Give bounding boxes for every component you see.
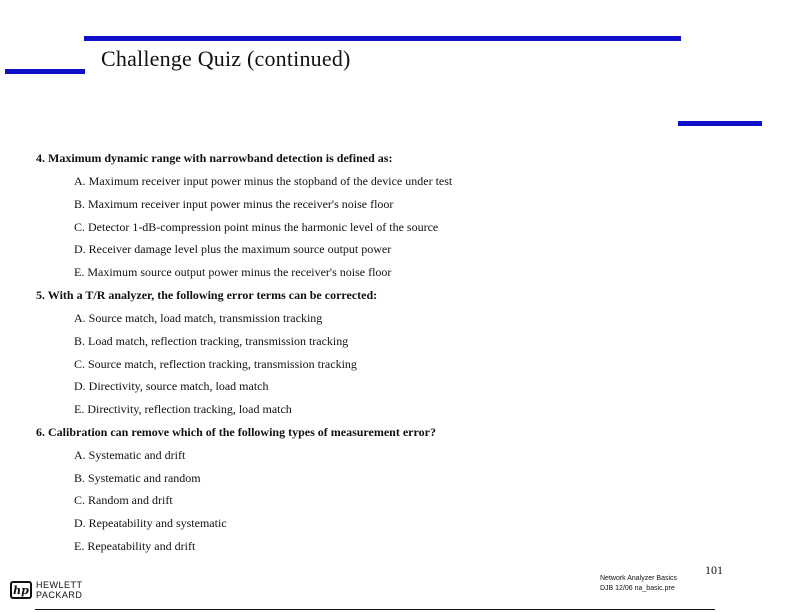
title-rule-right (678, 121, 762, 126)
logo-line-2: PACKARD (36, 590, 83, 600)
q4-option-b: B. Maximum receiver input power minus the receiver's noise floor (74, 197, 394, 211)
q5-option-e: E. Directivity, reflection tracking, load match (74, 402, 292, 416)
q5-option-c: C. Source match, reflection tracking, transmission tracking (74, 357, 357, 371)
question-4: 4. Maximum dynamic range with narrowband detection is defined as: (36, 151, 393, 165)
footer-note-2: DJB 12/06 na_basic.pre (600, 585, 675, 592)
q5-option-b: B. Load match, reflection tracking, transmission tracking (74, 334, 349, 348)
q4-option-e: E. Maximum source output power minus the receiver's noise floor (74, 265, 392, 279)
page-number: 101 (705, 563, 723, 577)
question-6: 6. Calibration can remove which of the following types of measurement error? (36, 425, 436, 439)
q4-option-d: D. Receiver damage level plus the maximum source output power (74, 242, 392, 256)
hp-logo (10, 580, 83, 600)
q6-option-e: E. Repeatability and drift (74, 539, 196, 553)
q4-option-a: A. Maximum receiver input power minus the stopband of the device under test (74, 174, 453, 188)
logo-line-1: HEWLETT (36, 580, 83, 590)
q5-option-a: A. Source match, load match, transmission tracking (74, 311, 323, 325)
hp-logo-text (36, 580, 83, 600)
q5-option-d: D. Directivity, source match, load match (74, 379, 269, 393)
question-5: 5. With a T/R analyzer, the following error terms can be corrected: (36, 288, 378, 302)
footer-note-1: Network Analyzer Basics (600, 575, 678, 582)
title-rule-top (84, 36, 681, 41)
hp-logo-mark: hp (13, 583, 29, 597)
q6-option-a: A. Systematic and drift (74, 448, 186, 462)
title-rule-left (5, 69, 85, 74)
q6-option-d: D. Repeatability and systematic (74, 516, 227, 530)
q4-option-c: C. Detector 1-dB-compression point minus the harmonic level of the source (74, 220, 439, 234)
slide-title: Challenge Quiz (continued) (101, 46, 351, 71)
q6-option-c: C. Random and drift (74, 493, 173, 507)
footer-divider (35, 609, 715, 610)
hp-logo-icon (10, 581, 32, 599)
q6-option-b: B. Systematic and random (74, 471, 201, 485)
